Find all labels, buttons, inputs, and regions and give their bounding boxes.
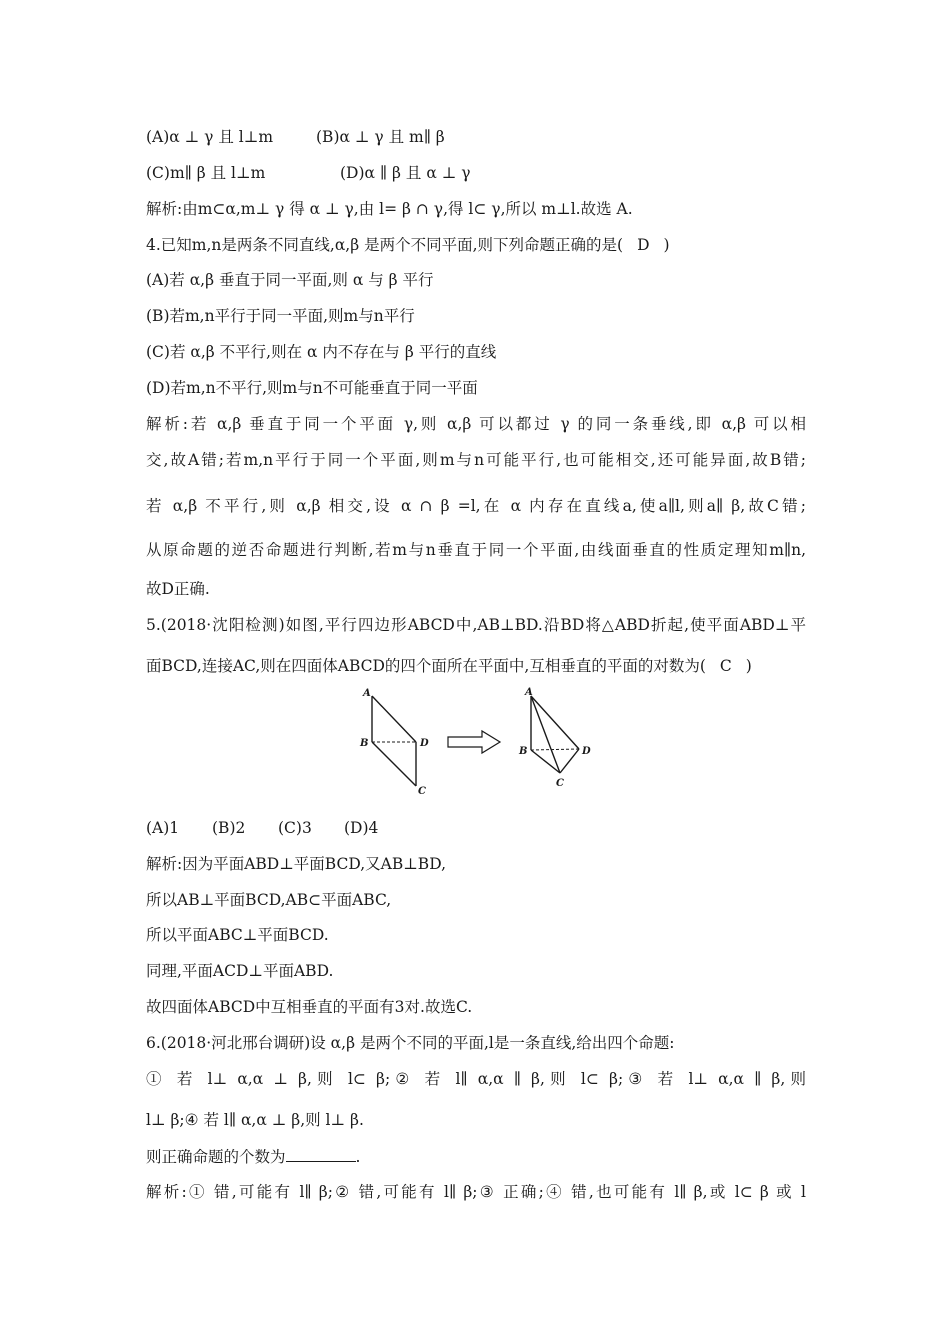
q4-stem-text: 4.已知m,n是两条不同直线,α,β 是两个不同平面,则下列命题正确的是( [146,236,624,254]
q3-option-d: (D)α ∥ β 且 α ⊥ γ [340,164,471,182]
q5-analysis-line4: 同理,平面ACD⊥平面ABD. [146,962,334,980]
q5-option-b: (B)2 [212,819,246,837]
q3-options-row1 [146,127,445,147]
q6-question-text: 则正确命题的个数为 [146,1148,286,1166]
q5-figure [350,682,610,797]
q4-answer: D [637,236,650,254]
q5-option-a: (A)1 [146,819,180,837]
q4-option-c: (C)若 α,β 不平行,则在 α 内不存在与 β 平行的直线 [146,343,497,361]
fig-right-edge-dc [560,749,579,773]
q3-analysis: 解析:由m⊂α,m⊥ γ 得 α ⊥ γ,由 l= β ∩ γ,得 l⊂ γ,所以 m⊥l.故选 A. [146,200,633,218]
q4-stem-close: ) [663,236,670,254]
q6-props-line1: ① 若 l⊥ α,α ⊥ β,则 l⊂ β;② 若 l∥ α,α ∥ β,则 l⊂ β;③ 若 l⊥ α,α ∥ β,则 [146,1070,806,1088]
q3-option-c: (C)m∥ β 且 l⊥m [146,164,266,182]
fig-right-label-b: B [519,746,528,757]
q4-analysis-line3: 若 α,β 不平行,则 α,β 相交,设 α ∩ β =l,在 α 内存在直线a,使a∥l,则a∥ β,故C错; [146,497,806,515]
fig-right-edge-ad [531,696,579,749]
q5-analysis-line1: 解析:因为平面ABD⊥平面BCD,又AB⊥BD, [146,855,447,873]
fig-right-label-d: D [582,746,591,757]
q5-analysis-line5: 故四面体ABCD中互相垂直的平面有3对.故选C. [146,998,473,1016]
fig-left-label-c: C [418,786,426,797]
q6-question-end: . [355,1148,361,1166]
q5-options [146,818,378,838]
fig-right-label-a: A [525,687,533,698]
q4-option-b: (B)若m,n平行于同一平面,则m与n平行 [146,307,415,325]
fig-left-label-d: D [420,738,429,749]
fig-right-edge-bd [531,749,579,750]
q6-stem: 6.(2018·河北邢台调研)设 α,β 是两个不同的平面,l是一条直线,给出四个命题: [146,1034,675,1052]
q6-analysis-line1: 解析:① 错,可能有 l∥ β;② 错,可能有 l∥ β;③ 正确;④ 错,也可能有 l∥ β,或 l⊂ β 或 l [146,1183,806,1201]
q4-stem [146,235,670,255]
q5-stem-text: 面BCD,连接AC,则在四面体ABCD的四个面所在平面中,互相垂直的平面的对数为( [146,657,706,675]
q5-option-d: (D)4 [344,819,379,837]
fig-left-label-b: B [360,738,369,749]
q3-option-a: (A)α ⊥ γ 且 l⊥m [146,128,274,146]
q5-option-c: (C)3 [278,819,312,837]
q5-stem-line1: 5.(2018·沈阳检测)如图,平行四边形ABCD中,AB⊥BD.沿BD将△ABD折起,使平面ABD⊥平 [146,616,806,634]
q3-options-row2 [146,163,470,183]
q5-analysis-line3: 所以平面ABC⊥平面BCD. [146,926,329,944]
q4-analysis-line2: 交,故A错;若m,n平行于同一个平面,则m与n可能平行,也可能相交,还可能异面,故B错; [146,451,806,469]
q4-analysis-line5: 故D正确. [146,580,210,598]
fig-right-label-c: C [556,778,564,789]
q6-question [146,1146,360,1167]
fold-arrow-icon [448,731,500,753]
q4-analysis-line1: 解析:若 α,β 垂直于同一个平面 γ,则 α,β 可以都过 γ 的同一条垂线,即 α,β 可以相 [146,415,806,433]
q4-analysis-line4: 从原命题的逆否命题进行判断,若m与n垂直于同一个平面,由线面垂直的性质定理知m∥n, [146,541,806,559]
fig-left-edge-ad [372,696,416,742]
fig-left-label-a: A [363,688,371,699]
q4-option-a: (A)若 α,β 垂直于同一平面,则 α 与 β 平行 [146,271,434,289]
q5-stem-line2 [146,656,752,676]
q4-option-d: (D)若m,n不平行,则m与n不可能垂直于同一平面 [146,379,478,397]
q6-answer-blank [286,1146,356,1162]
q5-stem-close: ) [745,657,752,675]
q3-option-b: (B)α ⊥ γ 且 m∥ β [316,128,445,146]
fig-left-edge-bc [372,742,416,786]
q6-props-line2: l⊥ β;④ 若 l∥ α,α ⊥ β,则 l⊥ β. [146,1111,364,1129]
q5-analysis-line2: 所以AB⊥平面BCD,AB⊂平面ABC, [146,891,392,909]
q5-answer: C [719,657,732,675]
